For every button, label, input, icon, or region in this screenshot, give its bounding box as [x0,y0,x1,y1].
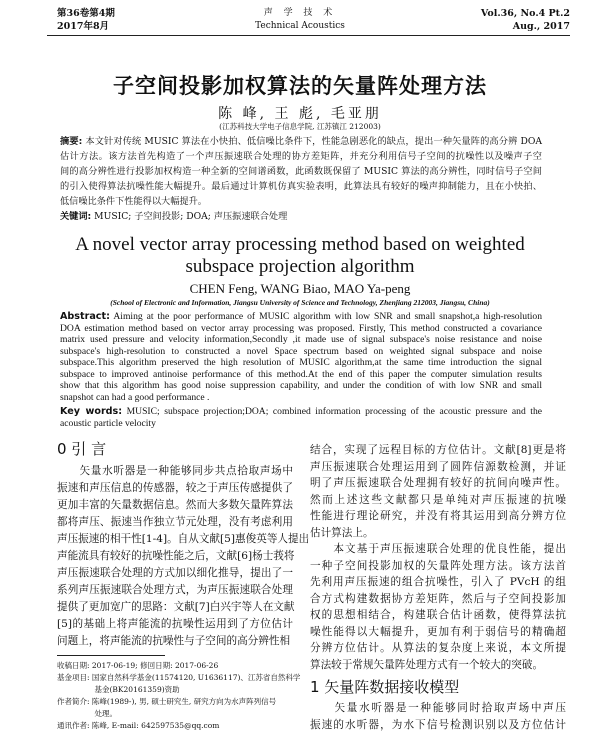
affiliation-cn: (江苏科技大学电子信息学院, 江苏镇江 212003) [219,122,381,131]
text-line: 声压振速联合处理的方式加以细化推导，提出了一 [57,567,293,579]
issue-info-en [481,7,570,33]
left-column-text [57,463,310,650]
abstract-label: Abstract: [60,311,110,322]
footnote-line: 通讯作者: 陈峰, E-mail: 642597535@qq.com [57,721,220,730]
abstract-line: 低信噪比条件下性能得以大幅提升。 [60,196,207,207]
right-column-text [310,442,566,673]
footnote-line: 基金(BK20161359)资助 [57,685,180,694]
abstract-line [60,311,542,323]
section1-text [310,700,566,733]
text-line: 性能进行理论研究，并没有将其运用到高分辨方位 [310,510,566,522]
text-line: 矢量水听器是一种能够同步共点拾取声场中 [57,465,293,477]
keywords-text: MUSIC; 子空间投影; DOA; 声压振速联合处理 [94,211,288,222]
abstract-line: snapshot can had a good performance . [60,391,210,403]
text-line: 估计算法上。 [310,526,374,539]
text-line: 分辨方位估计。从算法的复杂度上来说，本文所提 [310,642,566,654]
abstract-line: 的引入使得算法抗噪性能大幅提升。最后通过计算机仿真实验表明，此算法具有较好的噪声抑制能力，且在小快拍、 [60,181,542,192]
text-line: 明了声压振速联合处理拥有较好的抗间向噪声性。 [310,477,566,489]
abstract-line: matrix used pressure and velocity information,Secondly ,it made use of signal subspace's noise resistance and noise [60,334,542,345]
authors-cn: 陈 峰, 王 彪, 毛亚朋 [218,106,382,122]
paper-title-cn: 子空间投影加权算法的矢量阵处理方法 [113,74,487,98]
abstract-text: 本文针对传统 MUSIC 算法在小快拍、低信噪比条件下，性能急剧恶化的缺点，提出一种矢量阵的高分辨 DOA [85,136,542,147]
abstract-line [60,134,542,149]
section-heading-introduction: 0 引 言 [57,440,107,458]
text-line: 声能流具有较好的抗噪性能之后，文献[6]杨士莪将 [57,550,295,562]
volume-issue: 第36卷第4期 [57,8,115,19]
text-line: 本文基于声压振速联合处理的优良性能，提出 [310,543,566,555]
footnote-line: 处理。 [57,709,117,718]
journal-name [200,7,400,33]
keywords-line: acoustic particle velocity [60,417,156,429]
abstract-text: MUSIC; subspace projection;DOA; combined information processing of the acoustic pressure and the [126,406,543,417]
keywords-label: 关键词: [60,211,92,222]
footnote-line: 基金项目: 国家自然科学基金(11574120, U1636117)、江苏省自然科学 [57,673,301,682]
paper-title-en [0,234,600,278]
abstract-label: Key words: [60,406,123,417]
authors-en: CHEN Feng, WANG Biao, MAO Ya-peng [189,281,411,296]
abstract-line: 间的高分辨性进行投影加权构造一种全新的空间谱函数，此函数既保留了 MUSIC 算法的高分辨性，同时信号子空间 [60,166,542,177]
abstract-en [60,311,542,403]
keywords-line [60,406,542,418]
footnote-line: 作者简介: 陈峰(1989-), 男, 硕士研究生, 研究方向为水声阵列信号 [57,697,277,706]
abstract-cn [60,134,542,224]
abstract-line: subspace.This algorithm preserved the high resolution of MUSIC algorithm,at the same time introduction the signal [60,357,542,368]
text-line: 问题上，将声能流的抗噪性与子空间的高分辨性相 [57,635,291,647]
keywords-en [60,406,542,429]
text-line: [5]的基础上将声能流的抗噪性运用到了方位估计 [57,618,293,630]
text-line: 更加丰富的矢量数据信息。然而大多数矢量阵算法 [57,499,293,511]
text-line: 一种子空间投影加权的矢量阵处理方法。该方法首 [310,559,566,572]
text-line: 声压振速的相干性[1-4]。自从文献[5]惠俊英等人提出 [57,533,310,545]
affiliation-en: (School of Electronic and Information, Jiangsu University of Science and Technology, Zhenjiang 212003, Jiangsu, China) [110,298,490,307]
journal-name-en: Technical Acoustics [255,21,345,31]
text-line: 然而上述这些文献都只是单纯对声压振速的抗噪 [310,493,566,506]
issue-date: 2017年8月 [57,21,110,32]
abstract-line: 估计方法。该方法首先构造了一个声压振速联合处理的协方差矩阵，并充分利用信号子空间的抗噪性以及噪声子空 [60,151,542,162]
abstract-text: Aiming at the poor performance of MUSIC algorithm with low SNR and small snapshot,a high-resolution [113,311,542,322]
abstract-line: subspace's high-resolution to constructed a novel Space spectrum based on weighted signal subspace and noise [60,345,542,357]
abstract-line: DOA estimation method based on vector array processing was proposed. Firstly, This method constructed a covariance [60,322,542,334]
text-line: 矢量水听器是一种能够同时拾取声场中声压 [310,702,566,714]
title-en-line: A novel vector array processing method based on weighted [75,234,525,255]
abstract-label: 摘要: [60,136,83,147]
abstract-line: show that this algorithm has good noise suppression capability, and under the condition of with low SNR and small [60,380,542,391]
text-line: 都将声压、振速当作独立节元处理，没有考虑利用 [57,516,293,528]
abstract-line: subspace to improved antinoise performance of this method.At the end of this paper the computer simulation results [60,368,542,380]
text-line: 声压振速联合处理运用到了圆阵信源数检测，并证 [310,460,566,473]
issue-date-en: Aug., 2017 [512,21,570,32]
text-line: 合方式构建数据协方差矩阵，然后与子空间投影加 [310,592,566,605]
journal-name-cn: 声 学 技 术 [263,8,337,18]
footnotes [57,660,301,732]
issue-info [57,7,115,33]
text-line: 系列声压振速联合处理方式，为声压振速联合处理 [57,584,293,596]
text-line: 振速和声压信息的传感器，较之于声压传感提供了 [57,482,293,494]
text-line: 振速的水听器，为水下信号检测识别以及方位估计 [310,718,566,731]
footnote-line: 收稿日期: 2017-06-19; 修回日期: 2017-06-26 [57,661,219,670]
section-heading-1: 1 矢量阵数据接收模型 [310,678,460,696]
text-line: 提供了更加宽广的思路：文献[7]白兴宇等人在文献 [57,601,295,613]
volume-issue-en: Vol.36, No.4 Pt.2 [480,8,570,19]
footnote-rule [57,655,165,656]
text-line: 结合，实现了远程目标的方位估计。文献[8]更是将 [310,444,566,456]
text-line: 先利用声压振速的组合抗噪性，引入了 PVcH 的组 [310,576,566,588]
header-rule [47,35,570,36]
text-line: 权的思想相结合，构建联合估计函数，使得算法抗 [310,609,566,621]
text-line: 噪性能得以大幅提升，更加有利于弱信号的精确超 [310,625,566,638]
title-en-line: subspace projection algorithm [185,256,415,277]
keywords-cn [60,209,542,224]
text-line: 算法较于常规矢量阵处理方式有一个较大的突破。 [310,658,544,671]
